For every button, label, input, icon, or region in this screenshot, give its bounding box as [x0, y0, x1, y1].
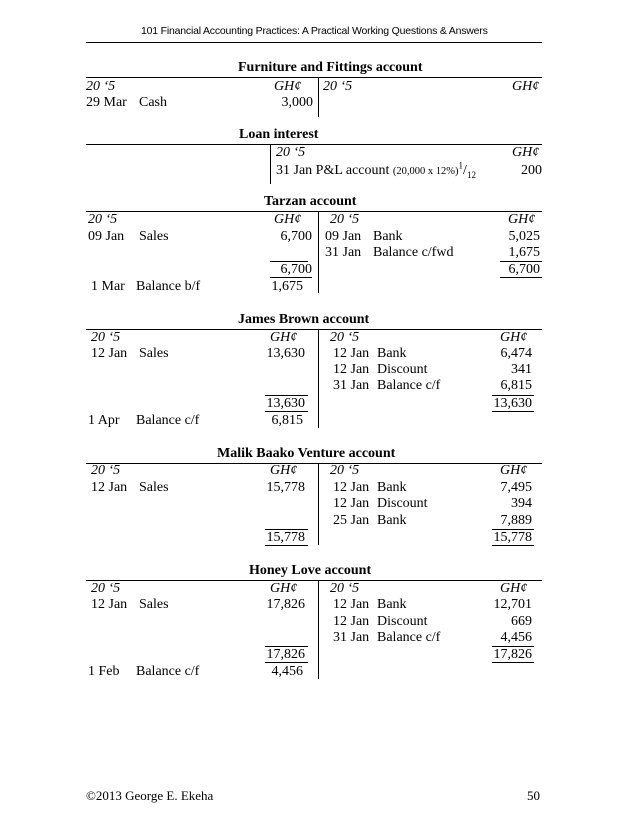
credit-desc: Bank [377, 597, 407, 612]
credit-amount: 200 [521, 163, 542, 178]
credit-year: 20 ‘5 [330, 212, 360, 227]
debit-amount: 15,778 [266, 480, 305, 495]
account-title: Malik Baako Venture account [217, 446, 396, 461]
fraction-numerator: 1 [458, 160, 464, 171]
credit-desc: Discount [377, 496, 428, 511]
credit-year: 20 ‘5 [330, 581, 360, 596]
debit-total: 17,826 [266, 647, 305, 662]
account-rule [86, 329, 542, 330]
balance-amount: 6,815 [271, 413, 303, 428]
balance-desc: Balance c/f [136, 413, 200, 428]
debit-desc: Sales [139, 597, 169, 612]
credit-amount: 6,815 [500, 378, 532, 393]
account-rule [86, 77, 542, 78]
debit-year: 20 ‘5 [88, 212, 118, 227]
debit-year: 20 ‘5 [91, 330, 121, 345]
credit-amount: 7,889 [500, 513, 532, 528]
balance-amount: 1,675 [271, 279, 303, 294]
debit-amount: 6,700 [280, 229, 312, 244]
credit-row: 31 Jan P&L account (20,000 x $12\%)^1/_{12}$ [276, 160, 476, 180]
balance-date: 1 Apr [88, 413, 120, 428]
credit-total: 6,700 [508, 262, 540, 277]
total-rule [265, 411, 308, 412]
total-rule [265, 662, 308, 663]
page-number: 50 [527, 788, 540, 803]
credit-date: 31 Jan [333, 630, 370, 645]
total-rule [492, 411, 534, 412]
debit-currency: GH¢ [270, 581, 298, 596]
credit-date: 31 Jan [333, 378, 370, 393]
debit-desc: Cash [139, 95, 167, 110]
credit-date: 12 Jan [333, 346, 370, 361]
credit-desc: Bank [377, 480, 407, 495]
debit-year: 20 ‘5 [91, 581, 121, 596]
credit-amount: 669 [511, 614, 532, 629]
credit-amount: 7,495 [500, 480, 532, 495]
credit-date: 12 Jan [333, 496, 370, 511]
credit-amount: 6,474 [500, 346, 532, 361]
credit-desc: Discount [377, 614, 428, 629]
credit-total: 13,630 [493, 396, 532, 411]
debit-currency: GH¢ [270, 330, 298, 345]
total-rule [500, 277, 542, 278]
account-divider [318, 77, 319, 117]
balance-desc: Balance c/f [136, 664, 200, 679]
credit-total: 15,778 [493, 530, 532, 545]
debit-total: 15,778 [266, 530, 305, 545]
account-divider [270, 144, 271, 184]
debit-desc: Sales [139, 480, 169, 495]
account-title: Honey Love account [249, 563, 372, 578]
footer-copyright: ©2013 George E. Ekeha [86, 788, 214, 803]
credit-desc: P&L account [315, 163, 390, 178]
credit-currency: GH¢ [508, 212, 536, 227]
credit-year: 20 ‘5 [330, 330, 360, 345]
debit-date: 12 Jan [91, 480, 128, 495]
account-rule [86, 580, 542, 581]
credit-total: 17,826 [493, 647, 532, 662]
total-rule [492, 545, 534, 546]
credit-amount: 341 [511, 362, 532, 377]
credit-desc: Discount [377, 362, 428, 377]
debit-year: 20 ‘5 [86, 79, 116, 94]
credit-desc: Bank [377, 513, 407, 528]
total-rule [270, 277, 312, 278]
debit-currency: GH¢ [270, 463, 298, 478]
total-rule [265, 545, 308, 546]
credit-date: 25 Jan [333, 513, 370, 528]
account-title: Loan interest [239, 127, 319, 142]
credit-date: 12 Jan [333, 480, 370, 495]
credit-date: 12 Jan [333, 597, 370, 612]
debit-currency: GH¢ [274, 212, 302, 227]
debit-amount: 13,630 [266, 346, 305, 361]
credit-amount: 1,675 [508, 245, 540, 260]
debit-year: 20 ‘5 [91, 463, 121, 478]
credit-currency: GH¢ [500, 581, 528, 596]
page-header-title: 101 Financial Accounting Practices: A Practical Working Questions & Answers [141, 25, 488, 37]
fraction-denominator: 12 [466, 169, 476, 180]
account-title: Tarzan account [264, 194, 357, 209]
account-title: James Brown account [238, 312, 370, 327]
credit-date: 12 Jan [333, 614, 370, 629]
credit-currency: GH¢ [500, 463, 528, 478]
debit-desc: Sales [139, 346, 169, 361]
credit-desc: Balance c/f [377, 630, 441, 645]
credit-desc: Bank [377, 346, 407, 361]
balance-amount: 4,456 [271, 664, 303, 679]
credit-amount: 394 [511, 496, 532, 511]
credit-desc: Balance c/f [377, 378, 441, 393]
credit-date: 09 Jan [325, 229, 362, 244]
debit-total: 6,700 [280, 262, 312, 277]
credit-date: 31 Jan [276, 163, 313, 178]
debit-date: 12 Jan [91, 346, 128, 361]
credit-amount: 5,025 [508, 229, 540, 244]
account-rule [86, 211, 542, 212]
credit-note: (20,000 x 12%) [392, 166, 459, 177]
account-divider [318, 463, 319, 545]
balance-desc: Balance b/f [136, 279, 201, 294]
debit-amount: 17,826 [266, 597, 305, 612]
debit-date: 09 Jan [88, 229, 125, 244]
credit-currency: GH¢ [512, 145, 540, 160]
account-rule [86, 144, 542, 145]
debit-amount: 3,000 [281, 95, 313, 110]
credit-desc: Bank [373, 229, 403, 244]
balance-date: 1 Feb [88, 664, 120, 679]
account-divider [318, 580, 319, 679]
credit-date: 31 Jan [325, 245, 362, 260]
debit-currency: GH¢ [274, 79, 302, 94]
credit-currency: GH¢ [500, 330, 528, 345]
debit-total: 13,630 [266, 396, 305, 411]
debit-date: 29 Mar [86, 95, 127, 110]
total-rule [492, 662, 534, 663]
account-divider [318, 329, 319, 428]
account-title: Furniture and Fittings account [238, 60, 423, 75]
credit-amount: 12,701 [493, 597, 532, 612]
account-rule [86, 463, 542, 464]
credit-currency: GH¢ [512, 79, 540, 94]
debit-desc: Sales [139, 229, 169, 244]
credit-year: 20 ‘5 [276, 145, 306, 160]
header-rule [86, 42, 542, 43]
balance-date: 1 Mar [91, 279, 125, 294]
credit-year: 20 ‘5 [330, 463, 360, 478]
account-divider [318, 211, 319, 293]
credit-desc: Balance c/fwd [373, 245, 454, 260]
credit-date: 12 Jan [333, 362, 370, 377]
credit-amount: 4,456 [500, 630, 532, 645]
debit-date: 12 Jan [91, 597, 128, 612]
credit-year: 20 ‘5 [323, 79, 353, 94]
